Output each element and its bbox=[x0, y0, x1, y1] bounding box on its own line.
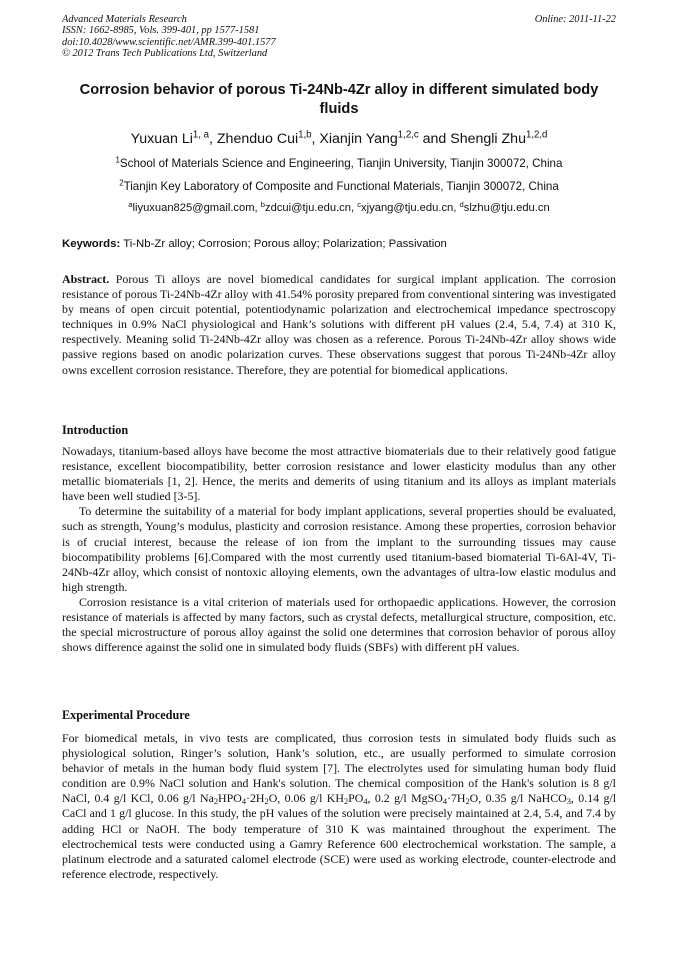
exp-text-8: O, 0.35 g/l NaHCO bbox=[469, 791, 567, 806]
exp-text-1: For biomedical metals, in vivo tests are complicated, thus corrosion tests in simulated body fluids such as physiological solution, Ringer’s solution, Hank’s solution, etc., are usually performed to simulate corrosion behavior of metals in the human body fluid system [7]. The electrolytes used for simulating human body fluid condition are 0.9% NaCl solution and Hank's solution. The chemical composition of the Hank's solution is 8 g/l NaCl, 0.4 g/l KCl, 0.06 g/l Na bbox=[62, 731, 616, 806]
experimental-heading: Experimental Procedure bbox=[62, 708, 190, 722]
exp-sub-7: 2 bbox=[465, 797, 470, 807]
author-2-sup: 1,b bbox=[298, 129, 312, 141]
exp-text-2: HPO bbox=[218, 791, 242, 806]
email-b: zdcui@tju.edu.cn, bbox=[265, 202, 358, 214]
exp-sub-1: 2 bbox=[213, 797, 219, 807]
exp-text-5: PO bbox=[348, 791, 364, 806]
paper-title: Corrosion behavior of porous Ti-24Nb-4Zr alloy in different simulated body fluids bbox=[79, 82, 599, 117]
abstract-text: Porous Ti alloys are novel biomedical candidates for surgical implant application. The corrosion resistance of porous Ti-24Nb-4Zr alloy with 41.54% porosity prepared from conventional sintering was investigated by means of open circuit potential, potentiodynamic polarization and electrochemical impedance spectroscopy techniques in 0.9% NaCl physiological and Hank’s solutions with different pH values (2.4, 5.4, 7.4) at 310 K, respectively. Meaning solid Ti-24Nb-4Zr alloy was chosen as a reference. Porous Ti-24Nb-4Zr alloy shows wide passive regions based on anodic polarization curves. These observations suggest that porous Ti-24Nb-4Zr alloy owns excellent corrosion resistance. Therefore, they are potential for biomedical applications. bbox=[62, 272, 616, 377]
experimental-paragraph bbox=[62, 731, 616, 882]
email-a-sup: a bbox=[128, 199, 133, 209]
introduction-body bbox=[62, 444, 616, 655]
exp-text-3: ·2H bbox=[246, 791, 265, 806]
affiliation-2 bbox=[62, 180, 616, 194]
author-3: , Xianjin Yang bbox=[311, 131, 398, 147]
email-b-sup: b bbox=[260, 199, 266, 209]
issn-line: ISSN: 1662-8985, Vols. 399-401, pp 1577-1581 bbox=[62, 25, 260, 37]
author-4-sup: 1,2,d bbox=[525, 129, 548, 141]
journal-name: Advanced Materials Research bbox=[62, 14, 187, 25]
exp-sub-8: 3 bbox=[566, 797, 571, 807]
email-c: xjyang@tju.edu.cn, bbox=[361, 202, 460, 214]
introduction-heading: Introduction bbox=[62, 423, 129, 437]
exp-text-4: O, 0.06 g/l KH bbox=[268, 791, 344, 806]
email-d-sup: d bbox=[459, 199, 464, 209]
intro-paragraph-2: To determine the suitability of a material for body implant applications, several properties should be evaluated, such as strength, Young’s modulus, plasticity and corrosion resistance. Among these properties, corrosion behavior is of crucial interest, because the release of ion from the implant to the surrounding tissues may cause biocompatibility problems [6].Compared with the most currently used titanium-based biomaterial Ti-6Al-4V, Ti-24Nb-4Zr alloy, which consist of nontoxic alloying elements, own the advantages of ultra-low elastic modulus and high strength. bbox=[62, 504, 616, 594]
copyright-line: © 2012 Trans Tech Publications Ltd, Switzerland bbox=[62, 48, 268, 60]
exp-text-9: , 0.14 g/l CaCl and 1 g/l glucose. In this study, the pH values of the solution were precisely maintained at 2.4, 5.4, and 7.4 by adding HCl or NaOH. The body temperature of 310 K was maintained throughout the experiment. The electrochemical tests were conducted using a Gamry Reference 600 electrochemical workstation. The sample, a platinum electrode and a saturated calomel electrode (SCE) were used as working electrode, counter-electrode and reference electrode, respectively. bbox=[62, 791, 617, 881]
author-1-sup: 1, a bbox=[192, 129, 209, 141]
experimental-body bbox=[62, 731, 616, 882]
author-list bbox=[62, 130, 616, 148]
keywords bbox=[62, 237, 616, 251]
affiliation-2-text: Tianjin Key Laboratory of Composite and Functional Materials, Tianjin 300072, China bbox=[123, 180, 559, 193]
keywords-label: Keywords: bbox=[62, 238, 121, 250]
affiliation-2-sup: 2 bbox=[119, 178, 124, 188]
exp-sub-4: 2 bbox=[343, 797, 349, 807]
online-date: Online: 2011-11-22 bbox=[534, 14, 616, 25]
author-1: Yuxuan Li bbox=[130, 131, 193, 147]
exp-sub-2: 4 bbox=[241, 797, 247, 807]
exp-sub-3: 2 bbox=[264, 797, 269, 807]
journal-header bbox=[62, 14, 616, 60]
exp-text-7: ·7H bbox=[446, 791, 466, 806]
affiliation-1-text: School of Materials Science and Engineering, Tianjin University, Tianjin 300072, China bbox=[119, 157, 563, 170]
doi-line: doi:10.4028/www.scientific.net/AMR.399-401.1577 bbox=[62, 36, 276, 48]
intro-paragraph-1: Nowadays, titanium-based alloys have become the most attractive biomaterials due to their relatively good fatigue resistance, excellent biocompatibility, better corrosion resistance and lower elasticity modulus than any other metallic biomaterials [1, 2]. Hence, the merits and demerits of using titanium and its alloys as implant materials have been well studied [3-5]. bbox=[62, 444, 616, 504]
exp-sub-6: 4 bbox=[442, 797, 447, 807]
author-3-sup: 1,2,c bbox=[397, 129, 419, 141]
author-4: and Shengli Zhu bbox=[418, 131, 526, 147]
exp-sub-5: 4 bbox=[363, 797, 368, 807]
email-c-sup: c bbox=[357, 199, 362, 209]
affiliation-1 bbox=[62, 157, 616, 171]
abstract bbox=[62, 272, 616, 378]
intro-paragraph-3: Corrosion resistance is a vital criterion of materials used for orthopaedic applications. However, the corrosion resistance of materials is affected by many factors, such as crystal defects, metallurgical structure, composition, etc. the special microstructure of porous alloy against the solid one determines that corrosion behavior of porous alloy shows difference against the solid one in simulated body fluids (SBFs) with different pH values. bbox=[62, 594, 616, 655]
affiliation-1-sup: 1 bbox=[115, 155, 120, 165]
author-2: , Zhenduo Cui bbox=[209, 131, 299, 147]
exp-text-6: , 0.2 g/l MgSO bbox=[367, 791, 443, 806]
email-d: slzhu@tju.edu.cn bbox=[463, 202, 550, 214]
keywords-text: Ti-Nb-Zr alloy; Corrosion; Porous alloy; Polarization; Passivation bbox=[120, 238, 447, 250]
email-list bbox=[62, 201, 616, 215]
email-a: liyuxuan825@gmail.com, bbox=[132, 202, 261, 214]
abstract-label: Abstract. bbox=[62, 272, 110, 286]
